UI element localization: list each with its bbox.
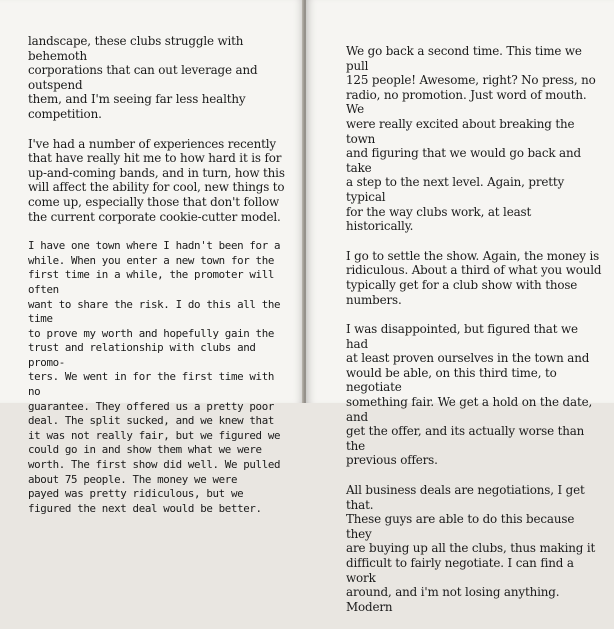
paragraph: I was disappointed, but figured that we had at least proven ourselves in the town and would be able, on this third time, to negotiate something fair. We get a hold on the date, and get the offer, and its actually worse than the previous offers. xyxy=(346,322,593,468)
left-page xyxy=(0,0,304,515)
paragraph: landscape, these clubs struggle with behemoth corporations that can out leverage and outspend them, and I'm seeing far less healthy competition. xyxy=(28,34,258,121)
paragraph: All business deals are negotiations, I get that. These guys are able to do this because they are buying up all the clubs, thus making it difficult to fairly negotiate. I can find a work around, and i'm not losing anything. Modern xyxy=(346,483,596,614)
right-page xyxy=(306,0,614,614)
paragraph: I've had a number of experiences recently that have really hit me to how hard it is for up-and-coming bands, and in turn, how this will affect the ability for cool, new things to come up, especially those that don't follow the current corporate cookie-cutter model. xyxy=(28,136,285,224)
paragraph: I go to settle the show. Again, the money is ridiculous. About a third of what you would typically get for a club show with those numbers. xyxy=(346,248,602,307)
left-page-text xyxy=(28,34,290,531)
paragraph: We go back a second time. This time we pull 125 people! Awesome, right? No press, no radio, no promotion. Just word of mouth. We were really excited about breaking the town and figuring that we would go back and take a step to the next level. Again, pretty typical for the way clubs work, at least historically. xyxy=(346,44,596,234)
right-page-text xyxy=(346,44,602,629)
paragraph: I have one town where I hadn't been for a while. When you enter a new town for the first time in a while, the promoter will often want to share the risk. I do this all the time to prove my worth and hopefully gain the trust and relationship with clubs and promo- ters. We went in for the first time with no guarantee. They offered us a pretty poor deal. The split sucked, and we knew that it was not really fair, but we figured we could go in and show them what we were worth. The first show did well. We pulled about 75 people. The money we were payed was pretty ridiculous, but we figured the next deal would be better. xyxy=(28,239,281,515)
